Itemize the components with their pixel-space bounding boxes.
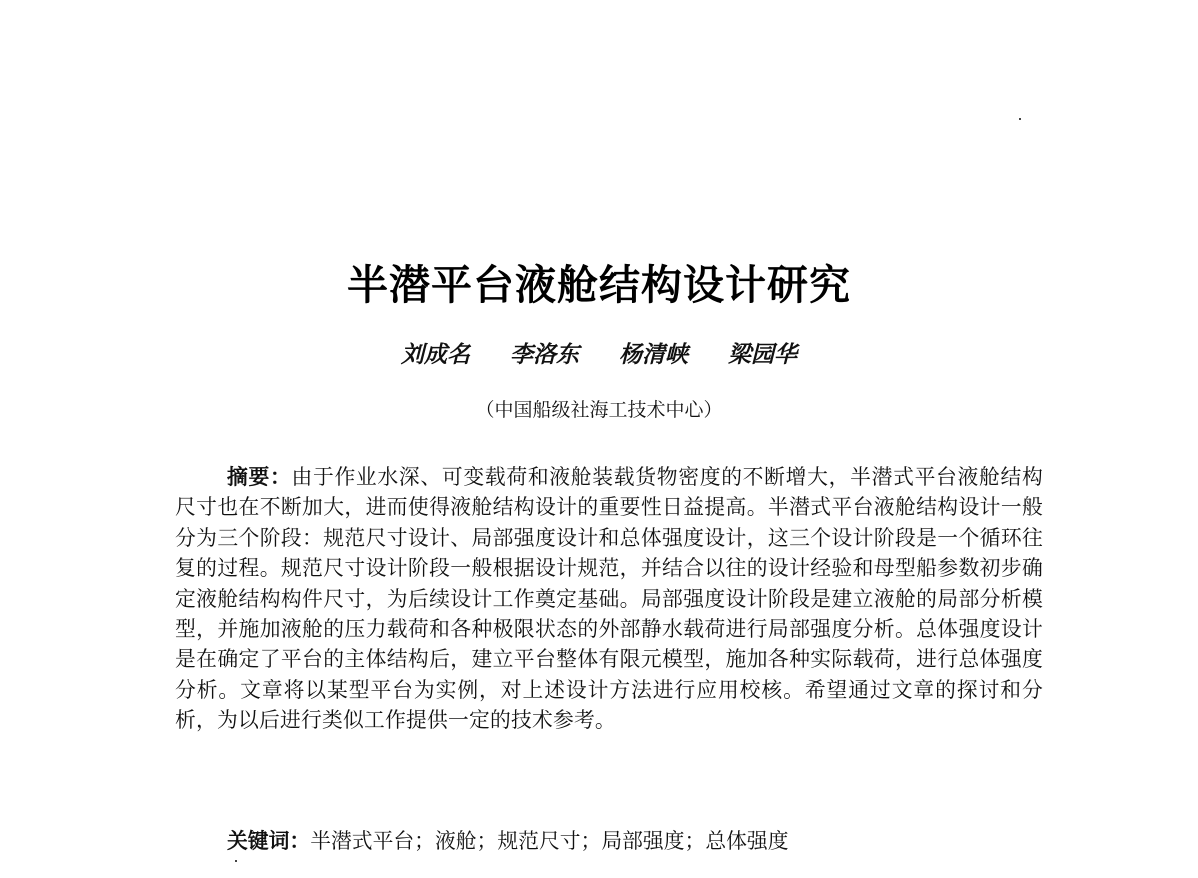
- paper-title: 半潜平台液舱结构设计研究: [347, 261, 851, 309]
- scan-speck: [1019, 118, 1021, 120]
- author-name: 刘成名: [400, 341, 470, 368]
- author-list: [0, 336, 1198, 369]
- author-name: 李洛东: [509, 341, 579, 368]
- abstract-text: 由于作业水深、可变载荷和液舱装载货物密度的不断增大，半潜式平台液舱结构尺寸也在不断加大，进而使得液舱结构设计的重要性日益提高。半潜式平台液舱结构设计一般分为三个阶段：规范尺寸设计、局部强度设计和总体强度设计，这三个设计阶段是一个循环往复的过程。规范尺寸设计阶段一般根据设计规范，并结合以往的设计经验和母型船参数初步确定液舱结构构件尺寸，为后续设计工作奠定基础。局部强度设计阶段是建立液舱的局部分析模型，并施加液舱的压力载荷和各种极限状态的外部静水载荷进行局部强度分析。总体强度设计是在确定了平台的主体结构后，建立平台整体有限元模型，施加各种实际载荷，进行总体强度分析。文章将以某型平台为实例，对上述设计方法进行应用校核。希望通过文章的探讨和分析，为以后进行类似工作提供一定的技术参考。: [175, 465, 1043, 733]
- abstract: [175, 462, 1043, 736]
- abstract-label: 摘要：: [227, 465, 292, 489]
- affiliation: （中国船级社海工技术中心）: [475, 399, 723, 421]
- keywords-text: 半潜式平台；液舱；规范尺寸；局部强度；总体强度: [310, 829, 789, 853]
- keywords: [227, 826, 789, 856]
- keywords-label: 关键词：: [227, 829, 311, 853]
- author-name: 杨清峡: [619, 341, 688, 368]
- author-name: 梁园华: [728, 341, 798, 368]
- scan-speck: [235, 860, 237, 862]
